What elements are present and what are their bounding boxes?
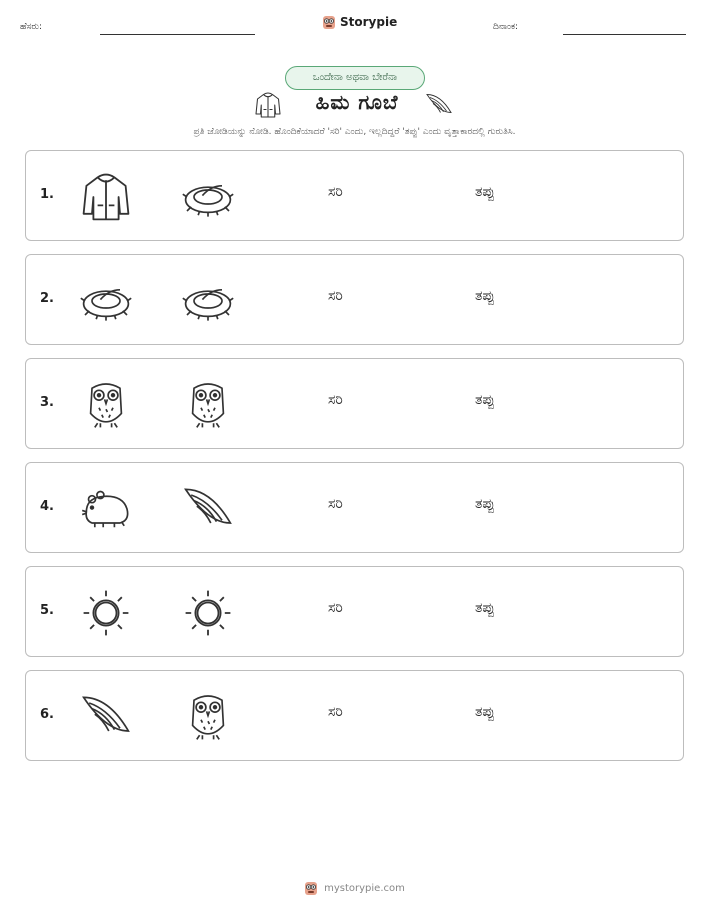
brand-name: Storypie <box>340 15 398 29</box>
option-yes[interactable]: ಸರಿ <box>328 288 343 304</box>
nest-icon <box>180 169 236 225</box>
worksheet-header <box>0 14 709 44</box>
option-no[interactable]: ತಪ್ಪು <box>475 184 495 200</box>
option-no[interactable]: ತಪ್ಪು <box>475 496 495 512</box>
hamster-icon <box>78 481 134 537</box>
owl-icon <box>180 689 236 745</box>
owl-icon <box>78 377 134 433</box>
title-row <box>0 90 709 122</box>
option-no[interactable]: ತಪ್ಪು <box>475 600 495 616</box>
date-label: ದಿನಾಂಕ: <box>493 22 519 32</box>
option-yes[interactable]: ಸರಿ <box>328 392 343 408</box>
question-number: 2. <box>40 291 54 306</box>
option-yes[interactable]: ಸರಿ <box>328 496 343 512</box>
wing-icon <box>424 90 454 120</box>
storypie-mascot-icon <box>322 14 336 30</box>
nest-icon <box>180 273 236 329</box>
question-number: 6. <box>40 707 54 722</box>
question-row-4 <box>25 462 684 553</box>
date-line[interactable] <box>563 34 686 35</box>
question-row-5 <box>25 566 684 657</box>
page-title: ಹಿಮ ಗೂಬೆ <box>315 90 399 114</box>
wing-icon <box>180 481 236 537</box>
wing-icon <box>78 689 134 745</box>
footer-url[interactable]: mystorypie.com <box>324 882 405 894</box>
question-row-6 <box>25 670 684 761</box>
option-yes[interactable]: ಸರಿ <box>328 704 343 720</box>
sun-icon <box>78 585 134 641</box>
question-number: 4. <box>40 499 54 514</box>
brand-logo <box>322 14 397 30</box>
question-row-1 <box>25 150 684 241</box>
name-line[interactable] <box>100 34 255 35</box>
option-no[interactable]: ತಪ್ಪು <box>475 392 495 408</box>
jacket-icon <box>78 169 134 225</box>
question-number: 5. <box>40 603 54 618</box>
option-yes[interactable]: ಸರಿ <box>328 184 343 200</box>
jacket-icon <box>253 90 283 120</box>
option-no[interactable]: ತಪ್ಪು <box>475 288 495 304</box>
question-number: 3. <box>40 395 54 410</box>
option-no[interactable]: ತಪ್ಪು <box>475 704 495 720</box>
option-yes[interactable]: ಸರಿ <box>328 600 343 616</box>
question-number: 1. <box>40 187 54 202</box>
name-label: ಹೆಸರು: <box>20 22 43 32</box>
nest-icon <box>78 273 134 329</box>
instructions: ಪ್ರತಿ ಜೋಡಿಯನ್ನು ನೋಡಿ. ಹೊಂದಿಕೆಯಾದರೆ 'ಸರಿ' ಎಂದು, ಇಲ್ಲದಿದ್ದರೆ 'ತಪ್ಪು' ಎಂದು ವೃತ್ತಾಕಾರದಲ್ಲಿ ಗುರುತಿಸಿ. <box>193 127 516 137</box>
owl-icon <box>180 377 236 433</box>
worksheet-type-badge: ಒಂದೇನಾ ಅಥವಾ ಬೇರೆನಾ <box>285 66 425 90</box>
question-row-3 <box>25 358 684 449</box>
sun-icon <box>180 585 236 641</box>
footer <box>0 880 709 896</box>
storypie-mascot-icon <box>304 880 318 896</box>
question-row-2 <box>25 254 684 345</box>
